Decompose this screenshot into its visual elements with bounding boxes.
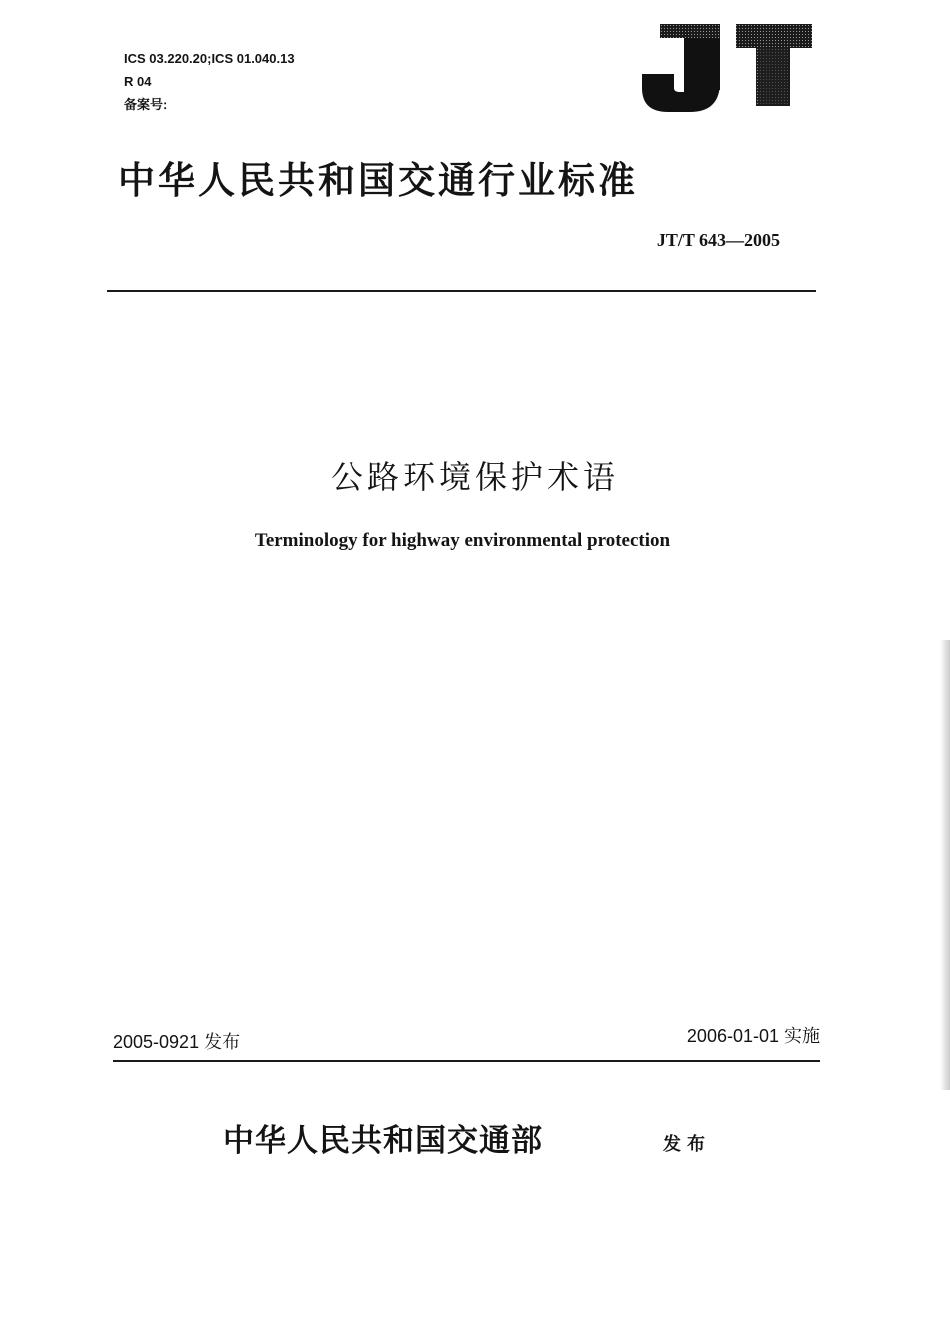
header-meta	[124, 47, 295, 116]
top-divider	[107, 290, 816, 292]
effective-date: 2006-01-01 实施	[686, 1026, 820, 1046]
jt-logo-icon	[640, 22, 815, 114]
issue-date: 2005-0921 发布	[113, 1032, 241, 1052]
bottom-divider	[113, 1060, 820, 1062]
document-title-en: Terminology for highway environmental protection	[254, 530, 671, 551]
classification-code: R 04	[124, 74, 152, 89]
ics-code: ICS 03.220.20;ICS 01.040.13	[124, 51, 295, 66]
publish-label: 发布	[663, 1134, 711, 1155]
document-title-zh: 公路环境保护术语	[330, 458, 619, 496]
page-edge-shadow	[940, 640, 950, 1090]
standard-category-title: 中华人民共和国交通行业标准	[118, 158, 638, 202]
publisher-name: 中华人民共和国交通部	[223, 1123, 543, 1159]
standard-code: JT/T 643—2005	[656, 230, 780, 250]
record-number-label: 备案号:	[124, 97, 168, 112]
